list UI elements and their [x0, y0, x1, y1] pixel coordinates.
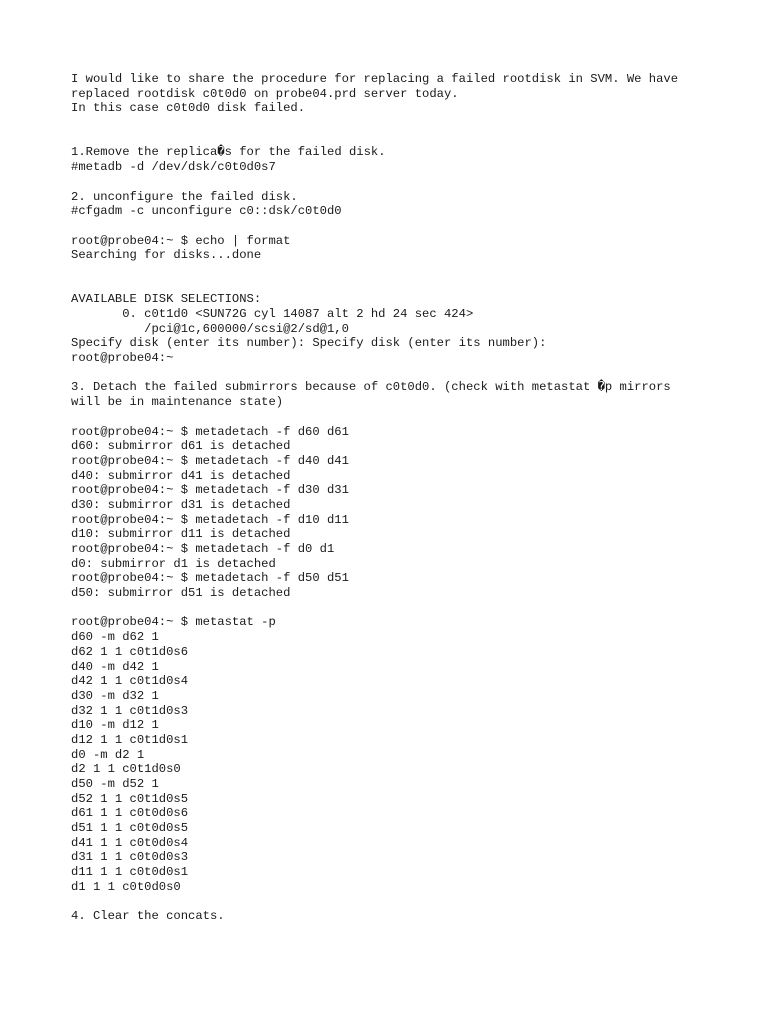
text-line	[71, 219, 751, 234]
text-line: root@probe04:~ $ metadetach -f d30 d31	[71, 483, 349, 498]
text-line: root@probe04:~ $ metadetach -f d60 d61	[71, 424, 349, 439]
text-line: d52 1 1 c0t1d0s5	[71, 791, 189, 806]
text-line: d40 -m d42 1	[71, 659, 159, 674]
text-line	[71, 410, 751, 425]
text-line: I would like to share the procedure for replacing a failed rootdisk in SVM. We have	[71, 72, 679, 86]
text-line: root@probe04:~	[71, 351, 174, 366]
text-line: root@probe04:~ $ metadetach -f d40 d41	[71, 453, 349, 468]
text-line	[71, 175, 751, 190]
text-line: root@probe04:~ $ metadetach -f d0 d1	[71, 542, 335, 556]
text-line: d50: submirror d51 is detached	[71, 586, 291, 601]
text-line: d50 -m d52 1	[71, 777, 159, 791]
text-line: root@probe04:~ $ metadetach -f d50 d51	[71, 571, 349, 586]
text-line: d12 1 1 c0t1d0s1	[71, 732, 189, 747]
text-line: d10 -m d12 1	[71, 718, 159, 733]
text-line: d31 1 1 c0t0d0s3	[71, 850, 189, 865]
text-line	[71, 263, 751, 278]
text-line: d30 -m d32 1	[71, 688, 159, 703]
text-line: root@probe04:~ $ metadetach -f d10 d11	[71, 512, 349, 527]
text-line: #metadb -d /dev/dsk/c0t0d0s7	[71, 160, 276, 175]
text-line	[71, 278, 751, 293]
text-line	[71, 366, 751, 381]
text-line: root@probe04:~ $ metastat -p	[71, 615, 276, 630]
text-line: 0. c0t1d0 <SUN72G cyl 14087 alt 2 hd 24 sec 424>	[71, 307, 474, 321]
text-line: d0 -m d2 1	[71, 747, 145, 762]
text-line: d60 -m d62 1	[71, 630, 159, 645]
text-line: root@probe04:~ $ echo | format	[71, 233, 291, 248]
text-line: Specify disk (enter its number): Specify disk (enter its number):	[71, 336, 547, 351]
text-line: d30: submirror d31 is detached	[71, 497, 291, 512]
text-line	[71, 601, 751, 616]
text-line: /pci@1c,600000/scsi@2/sd@1,0	[71, 321, 349, 336]
text-line: d40: submirror d41 is detached	[71, 468, 291, 483]
text-line: d41 1 1 c0t0d0s4	[71, 835, 189, 850]
text-line: will be in maintenance state)	[71, 395, 284, 410]
text-line: AVAILABLE DISK SELECTIONS:	[71, 292, 262, 307]
text-line: 2. unconfigure the failed disk.	[71, 189, 298, 204]
text-line: d51 1 1 c0t0d0s5	[71, 821, 189, 836]
text-line: In this case c0t0d0 disk failed.	[71, 101, 306, 116]
text-line	[71, 116, 751, 131]
text-line: d1 1 1 c0t0d0s0	[71, 879, 181, 894]
text-line: d60: submirror d61 is detached	[71, 439, 291, 454]
text-line: d10: submirror d11 is detached	[71, 527, 291, 542]
text-line: d42 1 1 c0t1d0s4	[71, 674, 189, 689]
text-line: 3. Detach the failed submirrors because of c0t0d0. (check with metastat �p mirrors	[71, 380, 671, 395]
text-line: d62 1 1 c0t1d0s6	[71, 644, 189, 659]
text-line: d32 1 1 c0t1d0s3	[71, 703, 189, 718]
text-line: #cfgadm -c unconfigure c0::dsk/c0t0d0	[71, 204, 342, 219]
text-line: Searching for disks...done	[71, 248, 262, 263]
text-line: d2 1 1 c0t1d0s0	[71, 762, 181, 777]
text-line: 4. Clear the concats.	[71, 909, 225, 924]
text-line: d0: submirror d1 is detached	[71, 556, 276, 571]
text-line	[71, 895, 751, 910]
document-body	[71, 72, 751, 924]
text-line	[71, 131, 751, 146]
text-line: d11 1 1 c0t0d0s1	[71, 865, 189, 880]
text-line: d61 1 1 c0t0d0s6	[71, 806, 189, 821]
text-line: 1.Remove the replica�s for the failed disk.	[71, 145, 386, 160]
text-line: replaced rootdisk c0t0d0 on probe04.prd server today.	[71, 86, 459, 101]
